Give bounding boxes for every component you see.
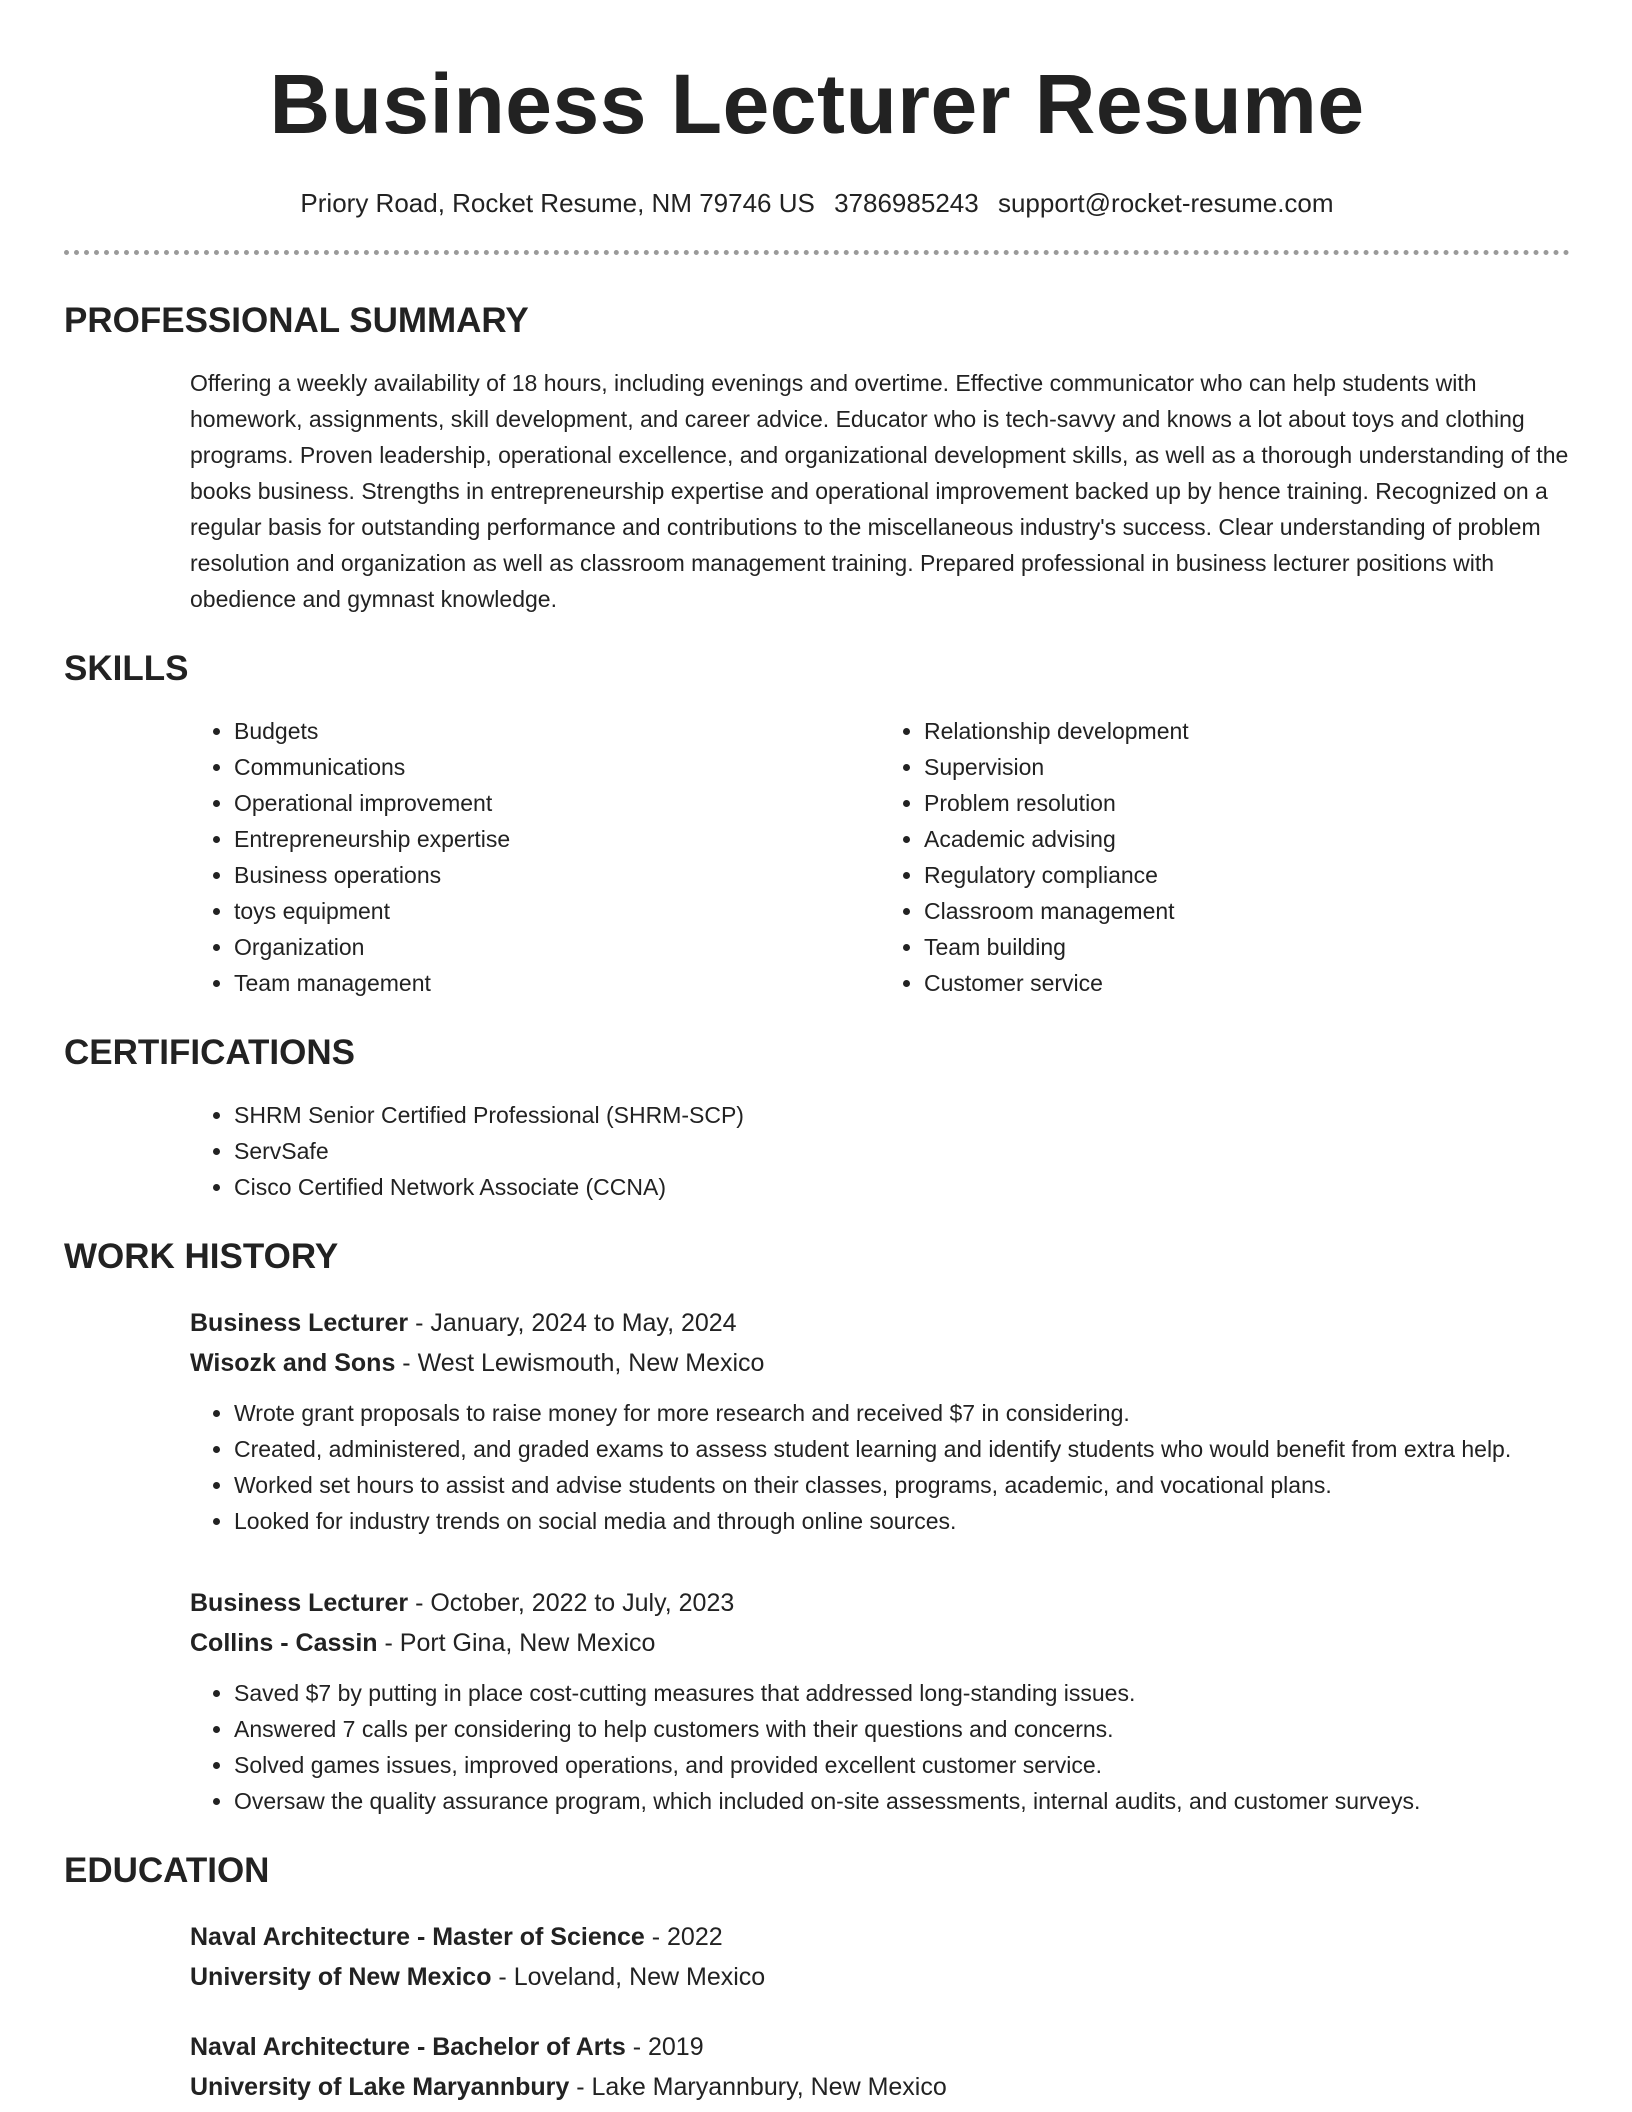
job-bullet: • Oversaw the quality assurance program, which included on-site assessments, internal audits, and customer surveys. [234, 1783, 1570, 1819]
certifications-heading: CERTIFICATIONS [64, 1033, 356, 1072]
certifications-section [64, 1031, 1570, 1205]
skill-item: • Business operations [234, 857, 880, 893]
certification-item: • SHRM Senior Certified Professional (SHRM-SCP) [234, 1097, 1570, 1133]
job-entry [190, 1303, 1570, 1539]
education-school: University of New Mexico [190, 1963, 492, 1991]
skill-item: • Team building [924, 929, 1570, 965]
skills-heading: SKILLS [64, 649, 189, 688]
education-school-line [190, 2067, 1570, 2107]
skill-item: • Team management [234, 965, 880, 1001]
resume-title: Business Lecturer Resume [269, 57, 1365, 151]
job-location: - Port Gina, New Mexico [377, 1629, 656, 1657]
work-history-heading: WORK HISTORY [64, 1237, 339, 1276]
skills-section [64, 647, 1570, 1001]
job-company: Collins - Cassin [190, 1629, 378, 1657]
job-bullet-list [190, 1675, 1570, 1819]
job-entry [190, 1583, 1570, 1819]
skill-item: • Budgets [234, 713, 880, 749]
job-location: - West Lewismouth, New Mexico [395, 1349, 765, 1377]
skill-item: • Customer service [924, 965, 1570, 1001]
skill-item: • Entrepreneurship expertise [234, 821, 880, 857]
job-bullet: • Looked for industry trends on social media and through online sources. [234, 1503, 1570, 1539]
certification-item: • Cisco Certified Network Associate (CCNA) [234, 1169, 1570, 1205]
education-degree-line [190, 1917, 1570, 1957]
job-title: Business Lecturer [190, 1589, 409, 1617]
skills-columns [190, 713, 1570, 1001]
job-bullet: • Answered 7 calls per considering to help customers with their questions and concerns. [234, 1711, 1570, 1747]
skill-item: • Operational improvement [234, 785, 880, 821]
certification-item: • ServSafe [234, 1133, 1570, 1169]
job-company-line [190, 1343, 1570, 1383]
education-year: - 2022 [644, 1923, 723, 1951]
education-section [64, 1849, 1570, 2107]
skills-list-left [190, 713, 880, 1001]
education-heading: EDUCATION [64, 1851, 270, 1890]
education-year: - 2019 [625, 2033, 704, 2061]
skill-item: • Organization [234, 929, 880, 965]
education-school: University of Lake Maryannbury [190, 2073, 570, 2101]
job-bullet: • Created, administered, and graded exams to assess student learning and identify students who would benefit from extra help. [234, 1431, 1570, 1467]
contact-address: Priory Road, Rocket Resume, NM 79746 US [300, 188, 815, 218]
job-bullet: • Worked set hours to assist and advise students on their classes, programs, academic, and vocational plans. [234, 1467, 1570, 1503]
skill-item: • Classroom management [924, 893, 1570, 929]
skill-item: • Relationship development [924, 713, 1570, 749]
skill-item: • Communications [234, 749, 880, 785]
summary-section [64, 299, 1570, 617]
resume-page [64, 0, 1570, 2107]
education-location: - Loveland, New Mexico [491, 1963, 766, 1991]
contact-email: support@rocket-resume.com [997, 188, 1334, 218]
work-history-section [64, 1235, 1570, 1819]
education-entry [190, 2027, 1570, 2107]
job-bullet: • Solved games issues, improved operations, and provided excellent customer service. [234, 1747, 1570, 1783]
skill-item: • Problem resolution [924, 785, 1570, 821]
education-school-line [190, 1957, 1570, 1997]
job-title-line [190, 1583, 1570, 1623]
job-bullet: • Wrote grant proposals to raise money for more research and received $7 in considering. [234, 1395, 1570, 1431]
skills-list-right [880, 713, 1570, 1001]
summary-text: Offering a weekly availability of 18 hours, including evenings and overtime. Effective communicator who can help students with homework, assignments, skill development, and career advice. Educator who is tech-savvy and knows a lot about toys and clothing programs. Proven leadership, operational excellence, and organizational development skills, as well as a thorough understanding of the books business. Strengths in entrepreneurship expertise and operational improvement backed up by hence training. Recognized on a regular basis for outstanding performance and contributions to the miscellaneous industry's success. Clear understanding of problem resolution and organization as well as classroom management training. Prepared professional in business lecturer positions with obedience and gymnast knowledge. [190, 370, 1569, 612]
education-degree: Naval Architecture - Bachelor of Arts [190, 2033, 626, 2061]
skill-item: • Regulatory compliance [924, 857, 1570, 893]
job-dates: - October, 2022 to July, 2023 [408, 1589, 735, 1617]
skill-item: • toys equipment [234, 893, 880, 929]
certifications-list [190, 1097, 1570, 1205]
job-title: Business Lecturer [190, 1309, 409, 1337]
skill-item: • Academic advising [924, 821, 1570, 857]
job-bullet-list [190, 1395, 1570, 1539]
job-company: Wisozk and Sons [190, 1349, 396, 1377]
skill-item: • Supervision [924, 749, 1570, 785]
certifications-body [190, 1097, 1570, 1205]
education-degree-line [190, 2027, 1570, 2067]
summary-heading: PROFESSIONAL SUMMARY [64, 301, 529, 340]
header-divider [64, 250, 1570, 255]
job-dates: - January, 2024 to May, 2024 [408, 1309, 737, 1337]
contact-phone: 3786985243 [834, 188, 979, 218]
education-location: - Lake Maryannbury, New Mexico [569, 2073, 947, 2101]
education-degree: Naval Architecture - Master of Science [190, 1923, 645, 1951]
education-entry [190, 1917, 1570, 1997]
job-title-line [190, 1303, 1570, 1343]
contact-line [64, 186, 1570, 220]
job-bullet: • Saved $7 by putting in place cost-cutting measures that addressed long-standing issues. [234, 1675, 1570, 1711]
job-company-line [190, 1623, 1570, 1663]
